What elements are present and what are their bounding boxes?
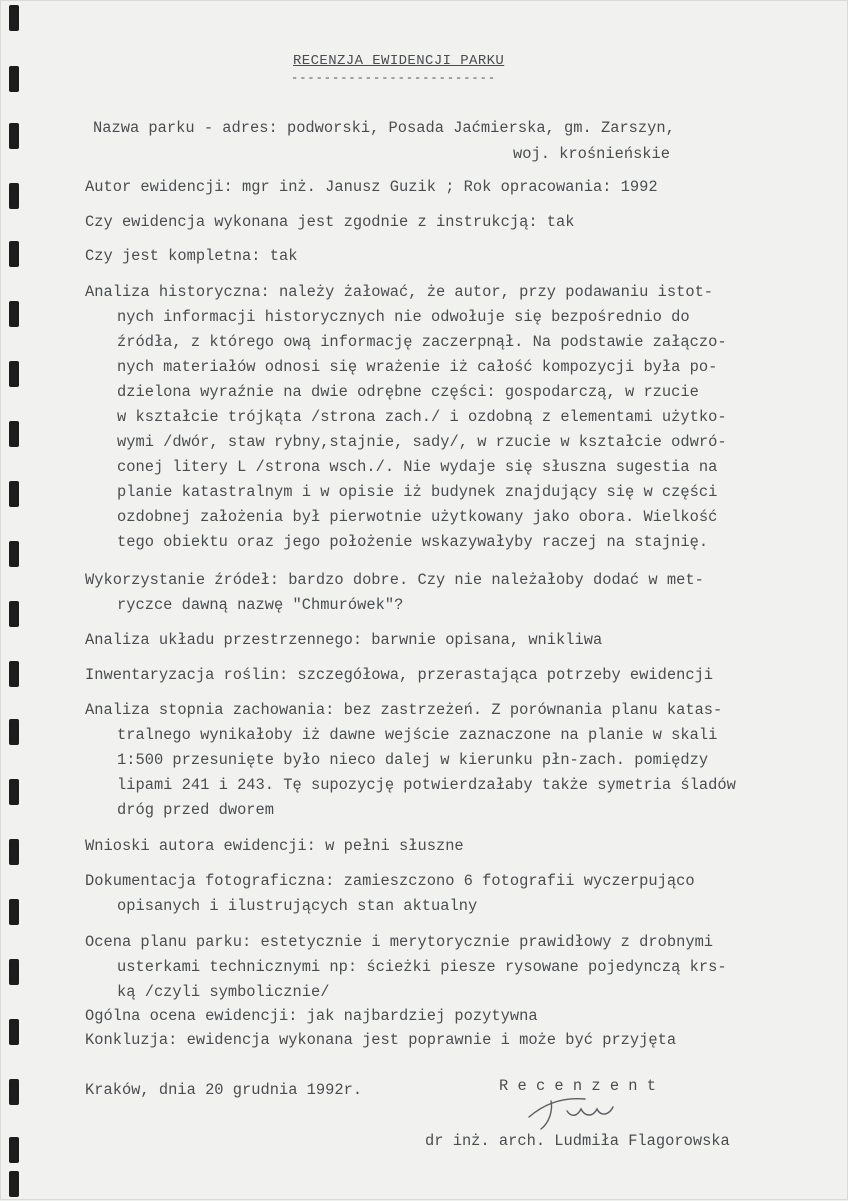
text-line-history-5: dzielona wyraźnie na dwie odrębne części: gospodarczą, w rzucie <box>117 383 699 401</box>
binding-hole <box>9 481 19 507</box>
text-line-history-9: planie katastralnym i w opisie iż budynek znajdujący się w części <box>117 483 718 501</box>
text-line-sources-1: Wykorzystanie źródeł: bardzo dobre. Czy nie należałoby dodać w met- <box>85 571 704 589</box>
text-line-author: Autor ewidencji: mgr inż. Janusz Guzik ; Rok opracowania: 1992 <box>85 178 658 196</box>
text-line-overall: Ogólna ocena ewidencji: jak najbardziej pozytywna <box>85 1007 538 1025</box>
binding-holes <box>9 1 21 1201</box>
binding-hole <box>9 5 19 31</box>
text-line-history-1: Analiza historyczna: należy żałować, że autor, przy podawaniu istot- <box>85 283 714 301</box>
text-line-spatial: Analiza układu przestrzennego: barwnie opisana, wnikliwa <box>85 631 603 649</box>
binding-hole <box>9 361 19 387</box>
text-line-sources-2: ryczce dawną nazwę "Chmurówek"? <box>117 596 404 614</box>
text-line-plan-3: ką /czyli symbolicznie/ <box>117 983 330 1001</box>
title-underline: ------------------------- <box>291 71 497 85</box>
text-line-history-11: tego obiektu oraz jego położenie wskazywałyby raczej na stajnię. <box>117 533 709 551</box>
text-line-history-8: conej litery L /strona wsch./. Nie wydaje się słuszna sugestia na <box>117 458 718 476</box>
binding-hole <box>9 241 19 267</box>
binding-hole <box>9 601 19 627</box>
binding-hole <box>9 1079 19 1105</box>
binding-hole <box>9 1019 19 1045</box>
binding-hole <box>9 1171 19 1197</box>
binding-hole <box>9 1137 19 1163</box>
binding-hole <box>9 123 19 149</box>
handwritten-signature <box>523 1087 653 1133</box>
text-line-preservation-5: dróg przed dworem <box>117 801 275 819</box>
binding-hole <box>9 719 19 745</box>
text-line-history-7: wymi /dwór, staw rybny,stajnie, sady/, w rzucie w kształcie odwró- <box>117 433 727 451</box>
binding-hole <box>9 301 19 327</box>
text-line-instruction: Czy ewidencja wykonana jest zgodnie z instrukcją: tak <box>85 213 575 231</box>
binding-hole <box>9 959 19 985</box>
text-line-complete: Czy jest kompletna: tak <box>85 247 298 265</box>
text-line-history-3: źródła, z którego ową informację zaczerpnął. Na podstawie załączo- <box>117 333 727 351</box>
text-line-plan-1: Ocena planu parku: estetycznie i merytorycznie prawidłowy z drobnymi <box>85 933 714 951</box>
text-line-history-2: nych informacji historycznych nie odwołuje się bezpośrednio do <box>117 308 690 326</box>
text-line-conclusions: Wnioski autora ewidencji: w pełni słuszne <box>85 837 464 855</box>
binding-hole <box>9 541 19 567</box>
text-line-preservation-2: tralnego wynikałoby iż dawne wejście zaznaczone na planie w skali <box>117 726 718 744</box>
text-line-photos-1: Dokumentacja fotograficzna: zamieszczono 6 fotografii wyczerpująco <box>85 872 695 890</box>
text-line-preservation-1: Analiza stopnia zachowania: bez zastrzeżeń. Z porównania planu katas- <box>85 701 723 719</box>
binding-hole <box>9 839 19 865</box>
text-line-plants: Inwentaryzacja roślin: szczegółowa, przerastająca potrzeby ewidencji <box>85 666 714 684</box>
binding-hole <box>9 66 19 92</box>
binding-hole <box>9 661 19 687</box>
text-line-reviewer-name: dr inż. arch. Ludmiła Flagorowska <box>425 1132 730 1150</box>
text-line-history-10: ozdobnej założenia był pierwotnie użytkowany jako obora. Wielkość <box>117 508 718 526</box>
text-line-preservation-4: lipami 241 i 243. Tę supozycję potwierdzałaby także symetria śladów <box>117 776 736 794</box>
text-line-voivodeship: woj. krośnieńskie <box>513 145 671 163</box>
document-title: RECENZJA EWIDENCJI PARKU <box>293 53 505 69</box>
text-line-history-6: w kształcie trójkąta /strona zach./ i ozdobną z elementami użytko- <box>117 408 727 426</box>
text-line-reviewer-label: R e c e n z e n t <box>499 1077 657 1095</box>
text-line-preservation-3: 1:500 przesunięte było nieco dalej w kierunku płn-zach. pomiędzy <box>117 751 709 769</box>
text-line-conclusion: Konkluzja: ewidencja wykonana jest poprawnie i może być przyjęta <box>85 1031 677 1049</box>
binding-hole <box>9 183 19 209</box>
text-line-place-date: Kraków, dnia 20 grudnia 1992r. <box>85 1081 363 1099</box>
text-line-plan-2: usterkami technicznymi np: ścieżki piesze rysowane pojedynczą krs- <box>117 958 727 976</box>
text-line-history-4: nych materiałów odnosi się wrażenie iż całość kompozycji była po- <box>117 358 718 376</box>
binding-hole <box>9 421 19 447</box>
binding-hole <box>9 779 19 805</box>
text-line-photos-2: opisanych i ilustrujących stan aktualny <box>117 897 478 915</box>
text-line-park-name: Nazwa parku - adres: podworski, Posada Jaćmierska, gm. Zarszyn, <box>93 119 675 137</box>
binding-hole <box>9 899 19 925</box>
